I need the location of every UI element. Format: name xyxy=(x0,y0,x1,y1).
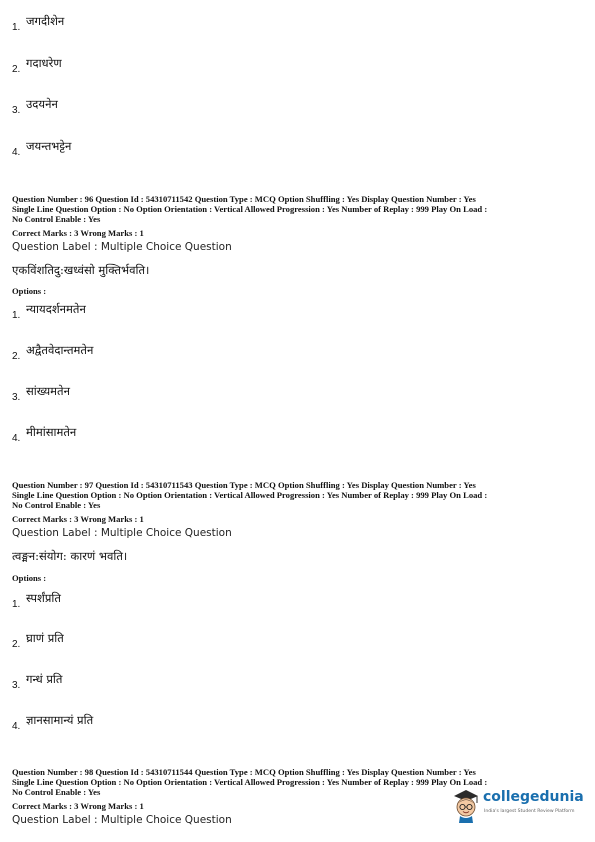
marks-info: Correct Marks : 3 Wrong Marks : 1 xyxy=(12,228,144,238)
marks-info: Correct Marks : 3 Wrong Marks : 1 xyxy=(12,514,144,524)
question-meta: Question Number : 96 Question Id : 54310711542 Question Type : MCQ Option Shuffling : Yes Display Question Number : Yes Single Line Question Option : No Option Orientation : Vertical Allowed Progression : Yes Number of Replay : 999 Play On Load : No Control Enable : Yes xyxy=(12,194,488,224)
logo-tagline: India's largest Student Review Platform xyxy=(484,809,575,814)
collegedunia-logo xyxy=(451,787,584,827)
question-meta: Question Number : 97 Question Id : 54310711543 Question Type : MCQ Option Shuffling : Yes Display Question Number : Yes Single Line Question Option : No Option Orientation : Vertical Allowed Progression : Yes Number of Replay : 999 Play On Load : No Control Enable : Yes xyxy=(12,480,488,510)
options-heading: Options : xyxy=(12,286,47,296)
question-text: त्वङ्मन:संयोग: कारणं भवति। xyxy=(12,549,128,563)
question-label: Question Label : Multiple Choice Question xyxy=(12,814,232,826)
mascot-icon xyxy=(451,787,481,823)
question-label: Question Label : Multiple Choice Question xyxy=(12,527,232,539)
question-text: एकविंशतिदु:खध्वंसो मुक्तिर्भवति। xyxy=(12,263,150,277)
logo-wordmark: collegedunia xyxy=(483,789,584,805)
question-label: Question Label : Multiple Choice Question xyxy=(12,241,232,253)
question-meta: Question Number : 98 Question Id : 54310711544 Question Type : MCQ Option Shuffling : Yes Display Question Number : Yes Single Line Question Option : No Option Orientation : Vertical Allowed Progression : Yes Number of Replay : 999 Play On Load : No Control Enable : Yes xyxy=(12,767,488,797)
marks-info: Correct Marks : 3 Wrong Marks : 1 xyxy=(12,801,144,811)
options-heading: Options : xyxy=(12,573,47,583)
